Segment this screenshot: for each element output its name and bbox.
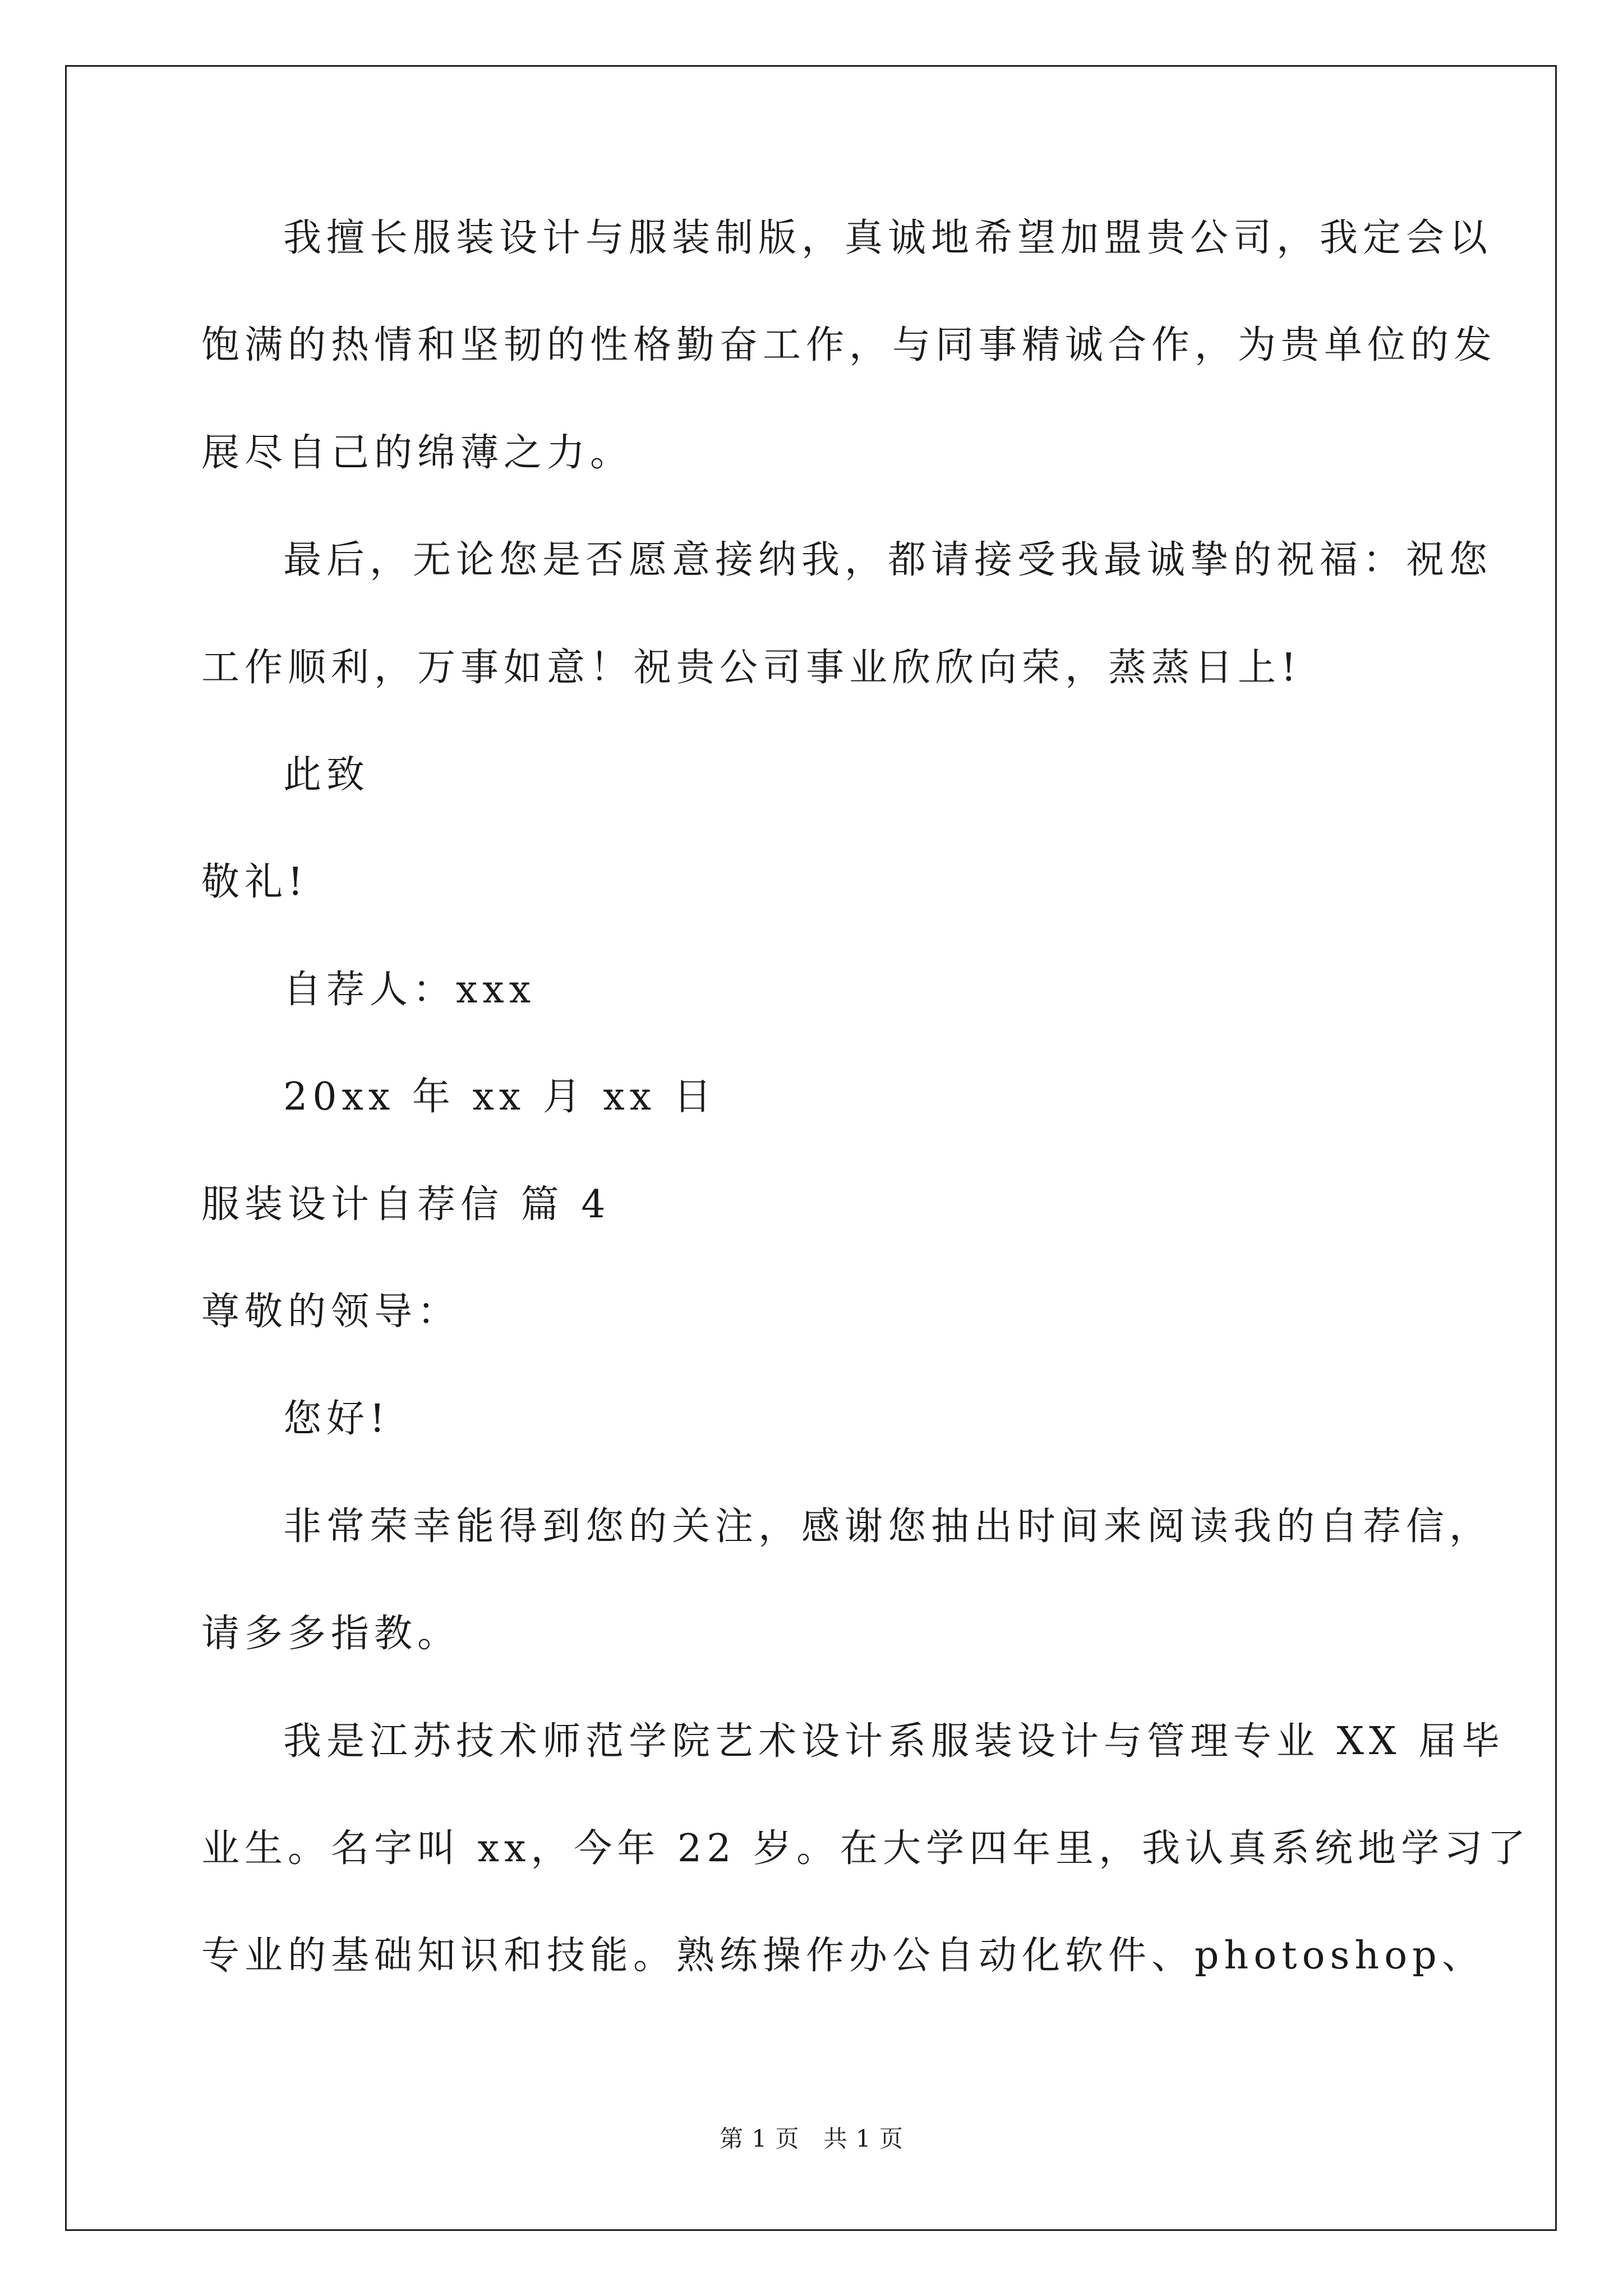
text-line: 饱满的热情和坚韧的性格勤奋工作，与同事精诚合作，为贵单位的发 bbox=[201, 323, 1497, 367]
closing-regards: 敬礼! bbox=[201, 860, 308, 904]
text-line: 业生。名字叫 xx，今年 22 岁。在大学四年里，我认真系统地学习了 bbox=[201, 1826, 1531, 1871]
signature-line: 自荐人：xxx bbox=[283, 968, 536, 1012]
text-line: 我是江苏技术师范学院艺术设计系服装设计与管理专业 XX 届毕 bbox=[283, 1719, 1505, 1764]
text-line: 最后，无论您是否愿意接纳我，都请接受我最诚挚的祝福：祝您 bbox=[283, 538, 1493, 582]
text-line: 工作顺利，万事如意！祝贵公司事业欣欣向荣，蒸蒸日上! bbox=[201, 646, 1302, 690]
greeting-recipient: 尊敬的领导： bbox=[201, 1290, 461, 1334]
text-line: 非常荣幸能得到您的关注，感谢您抽出时间来阅读我的自荐信， bbox=[283, 1504, 1493, 1549]
closing-salutation: 此致 bbox=[283, 753, 370, 797]
page-number-footer: 第 1 页 共 1 页 bbox=[720, 2125, 903, 2152]
date-line: 20xx 年 xx 月 xx 日 bbox=[283, 1075, 717, 1119]
text-line: 请多多指教。 bbox=[201, 1612, 461, 1656]
greeting-hello: 您好! bbox=[283, 1397, 390, 1441]
text-line: 专业的基础知识和技能。熟练操作办公自动化软件、photoshop、 bbox=[201, 1934, 1485, 1978]
page-border bbox=[65, 65, 1557, 2231]
section-heading: 服装设计自荐信 篇 4 bbox=[201, 1182, 611, 1227]
text-line: 展尽自己的绵薄之力。 bbox=[201, 431, 634, 475]
text-line: 我擅长服装设计与服装制版，真诚地希望加盟贵公司，我定会以 bbox=[283, 216, 1493, 260]
